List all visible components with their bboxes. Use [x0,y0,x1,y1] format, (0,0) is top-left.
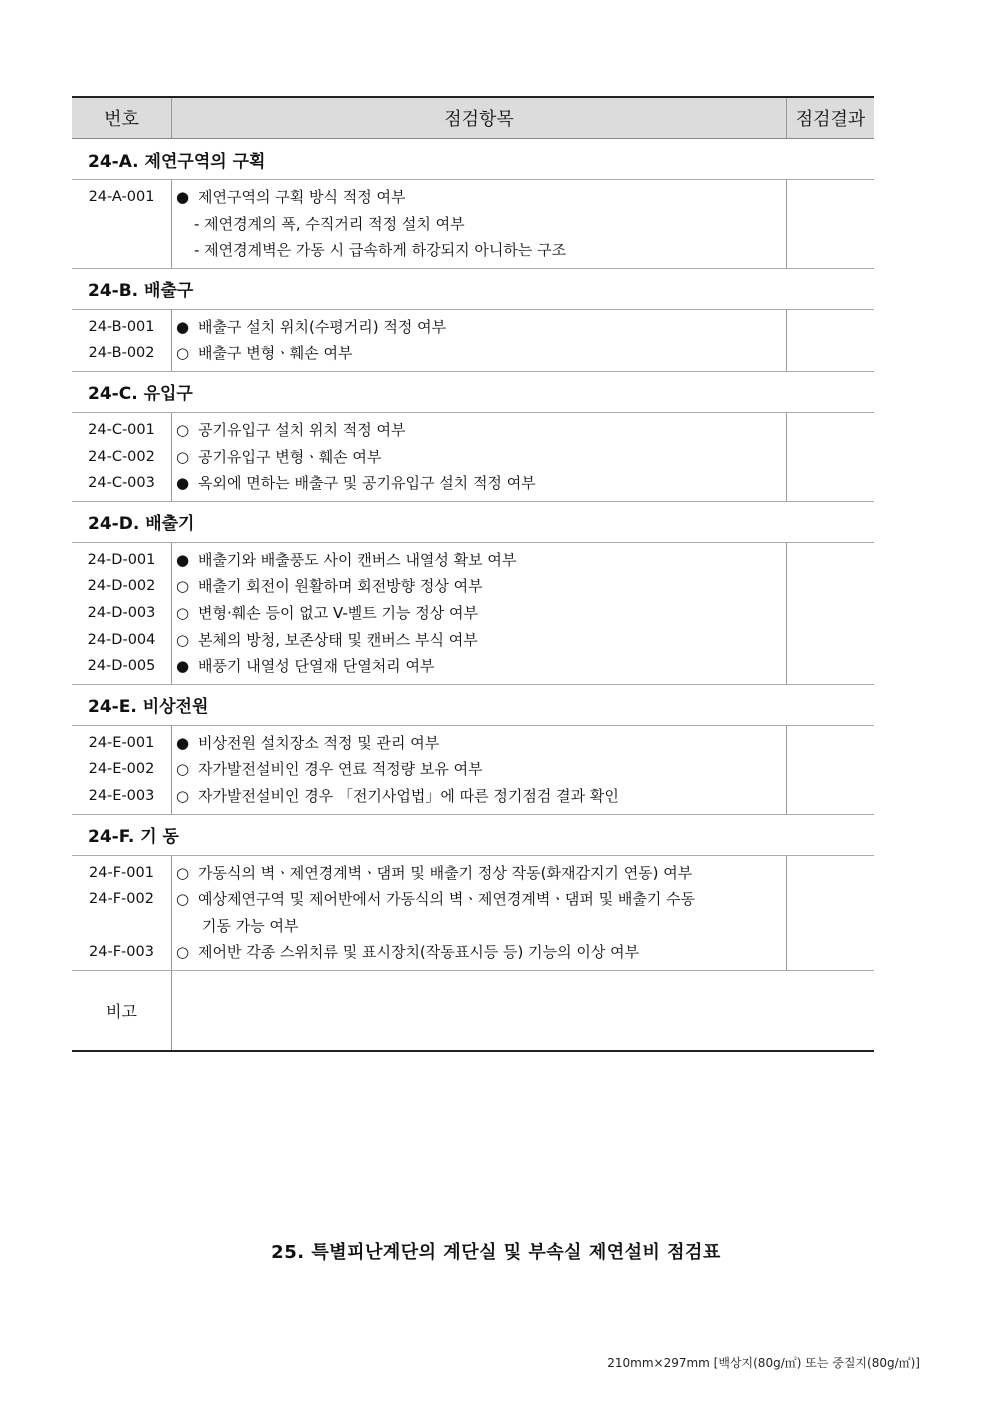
check-item-text: 변형·훼손 등이 없고 V-벨트 기능 정상 여부 [198,603,479,622]
check-item [176,237,786,264]
filled-circle-icon: ● [176,733,190,752]
check-item [176,939,786,966]
item-code: 24-C-001 [88,421,155,438]
check-item [176,860,786,887]
section-title: 24-D. 배출기 [72,502,874,543]
paper-size-footer: 210mm×297mm [백상지(80g/㎡) 또는 중질지(80g/㎡)] [607,1356,920,1370]
check-item-text: 제연구역의 구획 방식 적정 여부 [198,188,406,206]
check-item-text: 제어반 각종 스위치류 및 표시장치(작동표시등 등) 기능의 이상 여부 [198,943,640,962]
check-item-text: 배출구 설치 위치(수평거리) 적정 여부 [198,317,447,336]
item-column [171,543,786,684]
check-item-text: 자가발전설비인 경우 「전기사업법」에 따른 정기점검 결과 확인 [198,786,619,805]
code-column [72,413,171,501]
check-item-text: 배출기와 배출풍도 사이 캔버스 내열성 확보 여부 [198,550,517,569]
item-code [72,913,171,940]
empty-circle-icon: ○ [176,603,190,622]
result-cell[interactable] [786,726,874,814]
code-column [72,543,171,684]
check-item [176,470,786,497]
check-item [176,417,786,444]
check-item [176,600,786,627]
check-item [176,730,786,757]
empty-circle-icon: ○ [176,447,190,466]
item-code: 24-B-002 [88,345,155,362]
section-group [72,856,874,971]
check-item-text: 자가발전설비인 경우 연료 적정량 보유 여부 [198,760,483,779]
check-item-text: 가동식의 벽ㆍ제연경계벽ㆍ댐퍼 및 배출기 정상 작동(화재감지기 연동) 여부 [198,863,693,882]
result-cell[interactable] [786,413,874,501]
check-item [176,573,786,600]
section-title: 24-E. 비상전원 [72,685,874,726]
empty-circle-icon: ○ [176,760,190,779]
item-code: 24-E-001 [88,734,155,751]
check-item-text: 배출구 변형ㆍ훼손 여부 [198,344,353,363]
sections-container [72,139,874,971]
check-item-text: 옥외에 면하는 배출구 및 공기유입구 설치 적정 여부 [198,474,536,493]
empty-circle-icon: ○ [176,344,190,363]
item-code [72,211,171,238]
check-item-text: - 제연경계벽은 가동 시 급속하게 하강되지 아니하는 구조 [194,241,567,260]
filled-circle-icon: ● [176,657,190,676]
section-group [72,310,874,372]
check-item [176,913,786,940]
empty-circle-icon: ○ [176,943,190,962]
item-column [171,726,786,814]
section-title: 24-F. 기 동 [72,815,874,856]
item-code: 24-F-003 [89,944,154,961]
header-number: 번호 [104,109,139,130]
check-item [176,444,786,471]
check-item-text: 배출기 회전이 원활하며 회전방향 정상 여부 [198,577,483,596]
check-item-text: - 제연경계의 폭, 수직거리 적정 설치 여부 [194,214,465,233]
check-item-text: 예상제연구역 및 제어반에서 가동식의 벽ㆍ제연경계벽ㆍ댐퍼 및 배출기 수동 [198,890,696,909]
section-group [72,180,874,269]
filled-circle-icon: ● [176,474,190,493]
item-code: 24-C-003 [88,475,155,492]
empty-circle-icon: ○ [176,577,190,596]
section-title: 24-A. 제연구역의 구획 [72,139,874,180]
header-item: 점검항목 [171,98,786,138]
check-item [176,783,786,810]
code-column [72,856,171,970]
check-item [176,314,786,341]
item-code: 24-F-001 [89,864,154,881]
filled-circle-icon: ● [176,317,190,336]
section-group [72,726,874,815]
check-item [176,340,786,367]
note-label: 비고 [106,1001,137,1021]
item-code: 24-D-003 [87,604,156,621]
check-item-text: 공기유입구 변형ㆍ훼손 여부 [198,447,382,466]
item-column [171,310,786,371]
filled-circle-icon: ● [176,188,190,206]
check-item-text: 기동 가능 여부 [202,916,299,935]
item-column [171,180,786,268]
check-item [176,547,786,574]
item-code: 24-E-002 [88,761,155,778]
check-item [176,627,786,654]
note-row [72,971,874,1050]
result-cell[interactable] [786,856,874,970]
code-column [72,180,171,268]
item-code: 24-F-002 [89,891,154,908]
check-item [176,653,786,680]
item-code: 24-D-004 [87,631,156,648]
item-code [72,237,171,264]
item-code: 24-C-002 [88,448,155,465]
empty-circle-icon: ○ [176,420,190,439]
item-code: 24-D-001 [87,551,156,568]
empty-circle-icon: ○ [176,786,190,805]
inspection-table [72,96,874,1052]
result-cell[interactable] [786,543,874,684]
header-result: 점검결과 [786,98,874,138]
next-section-title: 25. 특별피난계단의 계단실 및 부속실 제연설비 점검표 [271,1242,721,1263]
check-item-text: 공기유입구 설치 위치 적정 여부 [198,420,406,439]
empty-circle-icon: ○ [176,863,190,882]
check-item [176,756,786,783]
code-column [72,726,171,814]
result-cell[interactable] [786,180,874,268]
item-code: 24-A-001 [88,189,155,205]
code-column [72,310,171,371]
item-code: 24-D-002 [87,578,156,595]
check-item [176,184,786,211]
check-item [176,211,786,238]
check-item-text: 비상전원 설치장소 적정 및 관리 여부 [198,733,440,752]
empty-circle-icon: ○ [176,630,190,649]
section-title: 24-B. 배출구 [72,269,874,310]
table-header [72,98,874,139]
item-code: 24-B-001 [88,318,155,335]
filled-circle-icon: ● [176,550,190,569]
item-code: 24-D-005 [87,658,156,675]
section-group [72,413,874,502]
section-title: 24-C. 유입구 [72,372,874,413]
section-group [72,543,874,685]
check-item-text: 배풍기 내열성 단열재 단열처리 여부 [198,657,435,676]
check-item-text: 본체의 방청, 보존상태 및 캔버스 부식 여부 [198,630,478,649]
item-column [171,856,786,970]
check-item [176,886,786,913]
note-content[interactable] [171,971,874,1050]
result-cell[interactable] [786,310,874,371]
item-code: 24-E-003 [88,787,155,804]
item-column [171,413,786,501]
empty-circle-icon: ○ [176,890,190,909]
